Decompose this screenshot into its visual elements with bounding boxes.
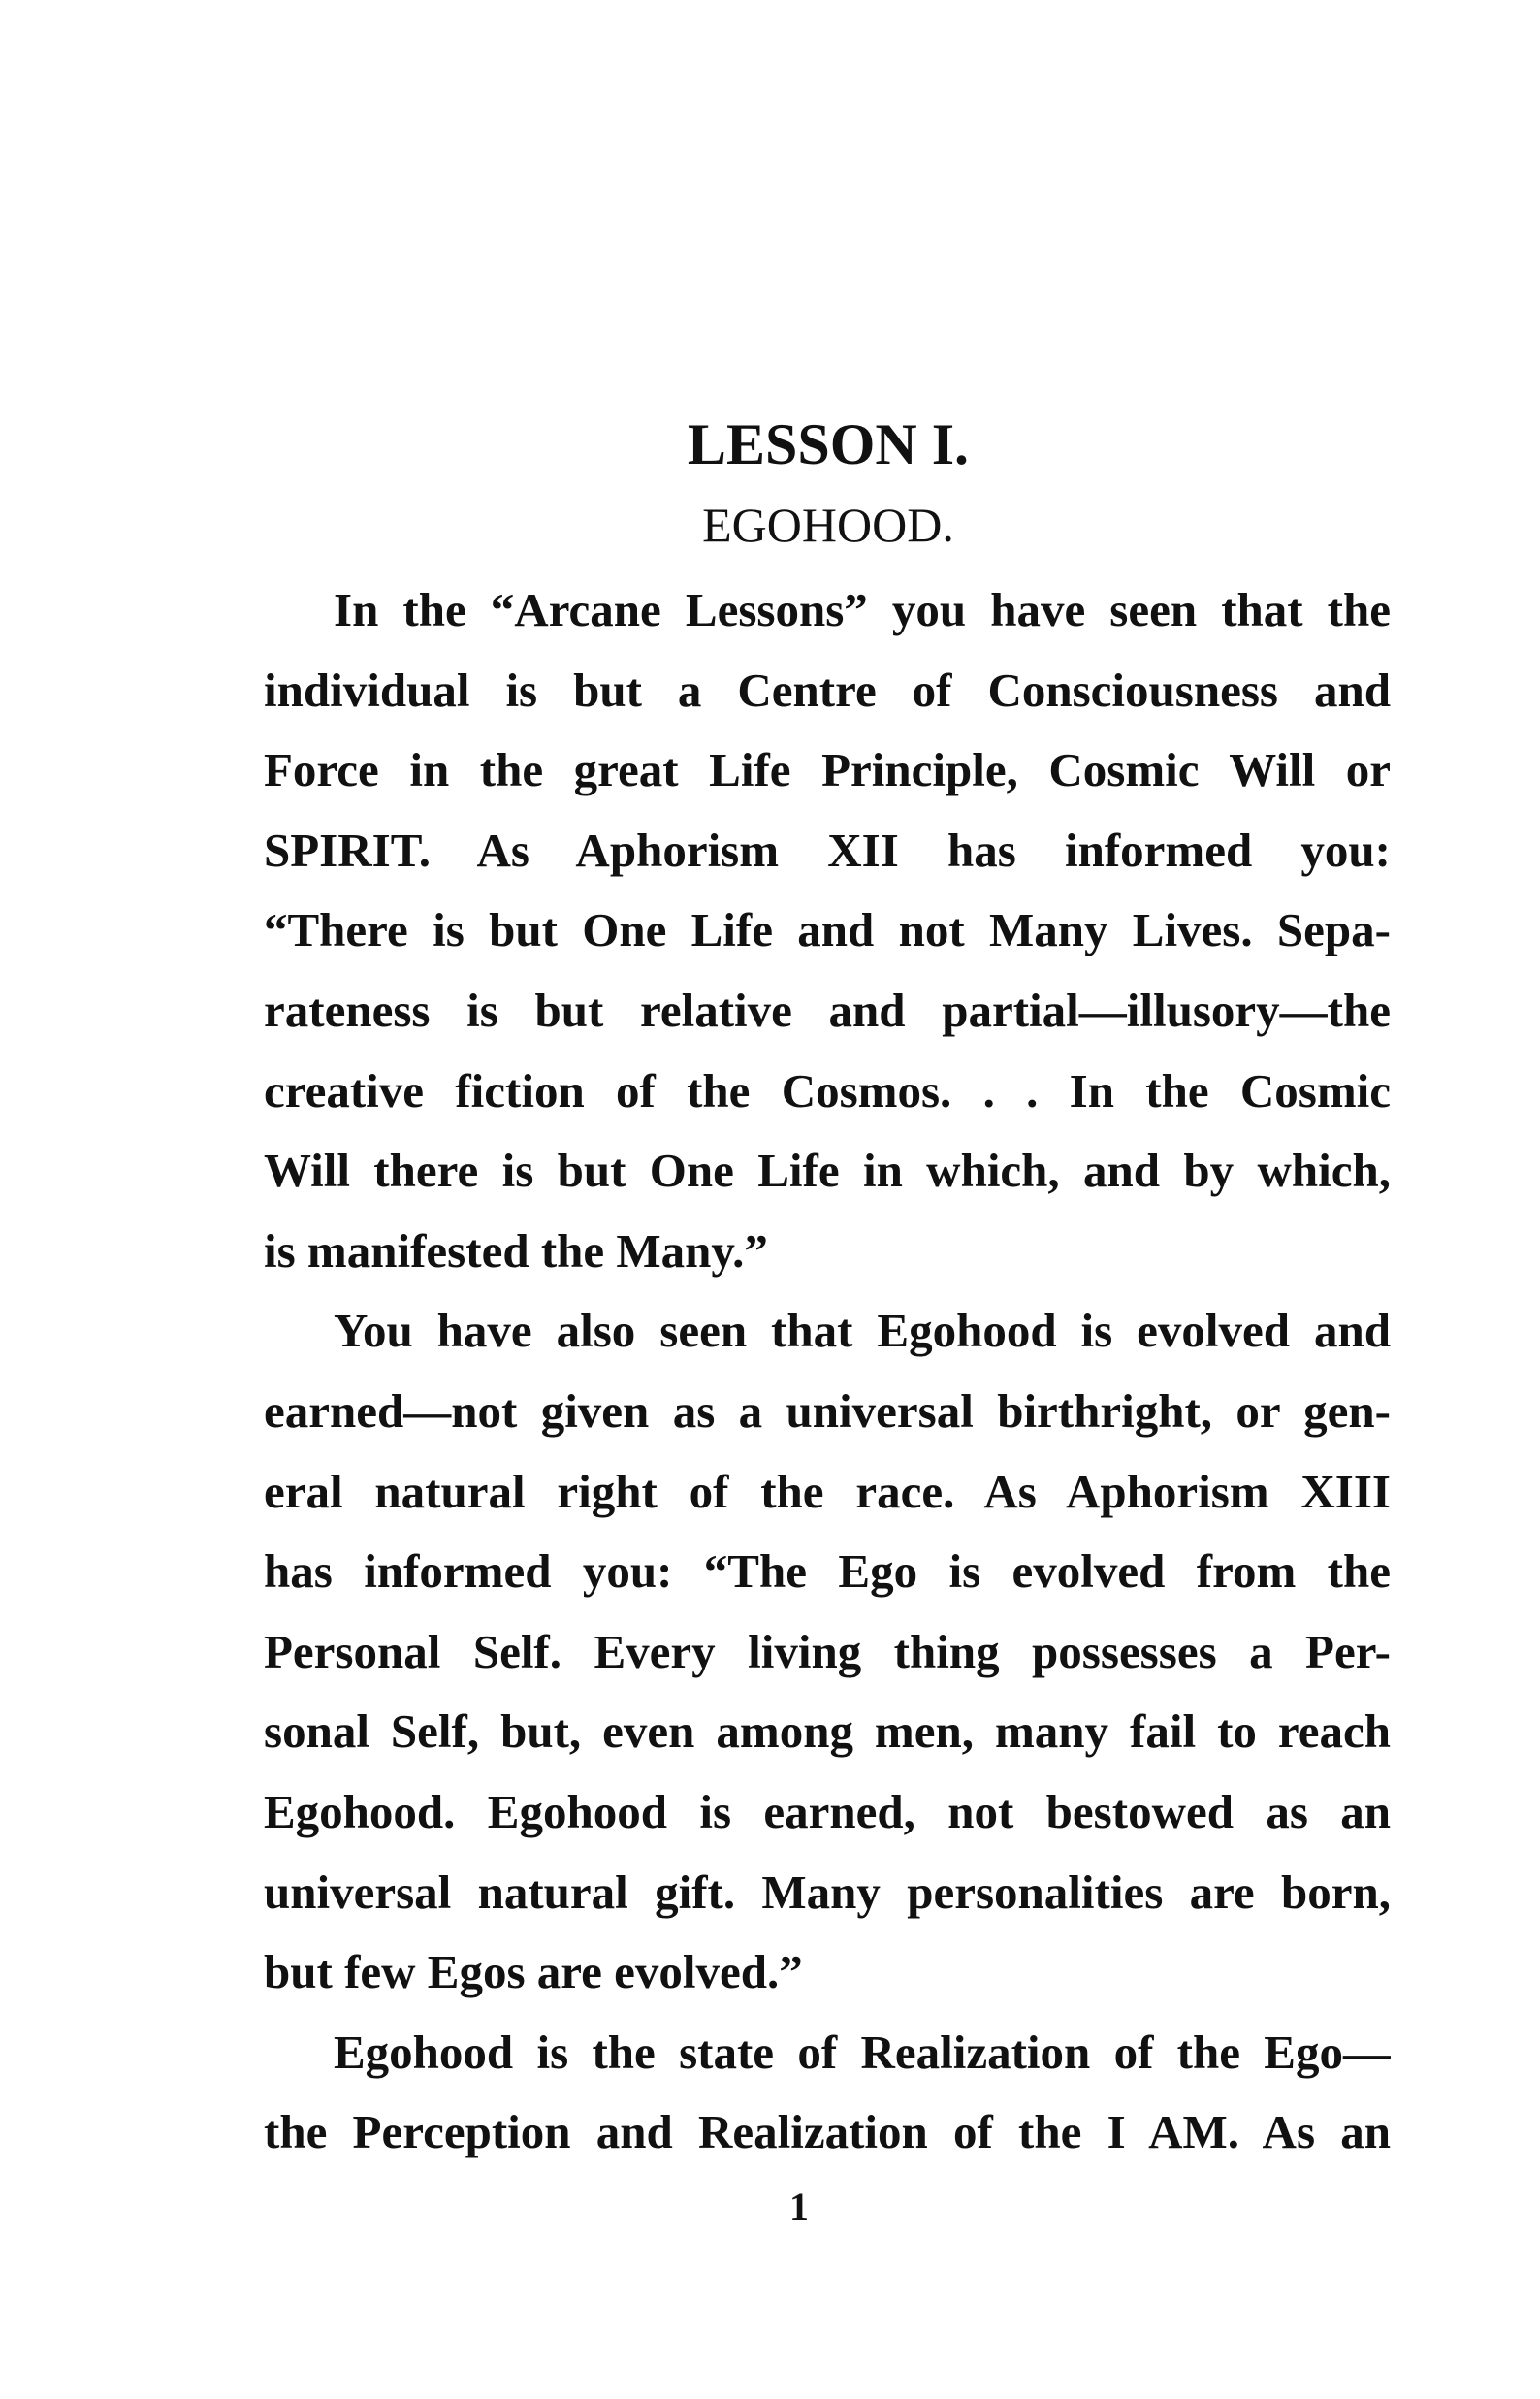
text-line: universal natural gift. Many personalities are born, xyxy=(264,1864,1391,1919)
text-line: SPIRIT. As Aphorism XII has informed you: xyxy=(264,823,1391,877)
text-line: rateness is but relative and partial—illusory—the xyxy=(264,983,1391,1037)
text-line: Personal Self. Every living thing possesses a Per- xyxy=(264,1624,1391,1678)
text-line: but few Egos are evolved.” xyxy=(264,1945,803,1999)
text-line: eral natural right of the race. As Aphorism XIII xyxy=(264,1464,1391,1518)
text-line: In the “Arcane Lessons” you have seen that the xyxy=(334,583,1391,636)
body-text xyxy=(264,570,1391,2173)
text-line: Egohood is the state of Realization of the Ego— xyxy=(334,2025,1391,2079)
text-line: the Perception and Realization of the I AM. As an xyxy=(264,2105,1391,2159)
text-line: Will there is but One Life in which, and by which, xyxy=(264,1144,1391,1198)
lesson-title: LESSON I. xyxy=(687,412,970,476)
text-line: sonal Self, but, even among men, many fail to reach xyxy=(264,1704,1391,1759)
text-line: Egohood. Egohood is earned, not bestowed as an xyxy=(264,1784,1391,1838)
text-line: Force in the great Life Principle, Cosmic Will or xyxy=(264,743,1391,797)
text-line: You have also seen that Egohood is evolved and xyxy=(334,1304,1391,1358)
section-title: EGOHOOD. xyxy=(702,498,954,552)
text-line: is manifested the Many.” xyxy=(264,1223,768,1278)
text-line: “There is but One Life and not Many Lives. Sepa- xyxy=(264,903,1391,957)
text-line: has informed you: “The Ego is evolved from the xyxy=(264,1544,1391,1599)
text-line: earned—not given as a universal birthright, or gen- xyxy=(264,1383,1391,1438)
text-line: individual is but a Centre of Consciousness and xyxy=(264,663,1391,717)
page-number: 1 xyxy=(789,2185,809,2228)
text-line: creative fiction of the Cosmos. . . In the Cosmic xyxy=(264,1063,1391,1118)
